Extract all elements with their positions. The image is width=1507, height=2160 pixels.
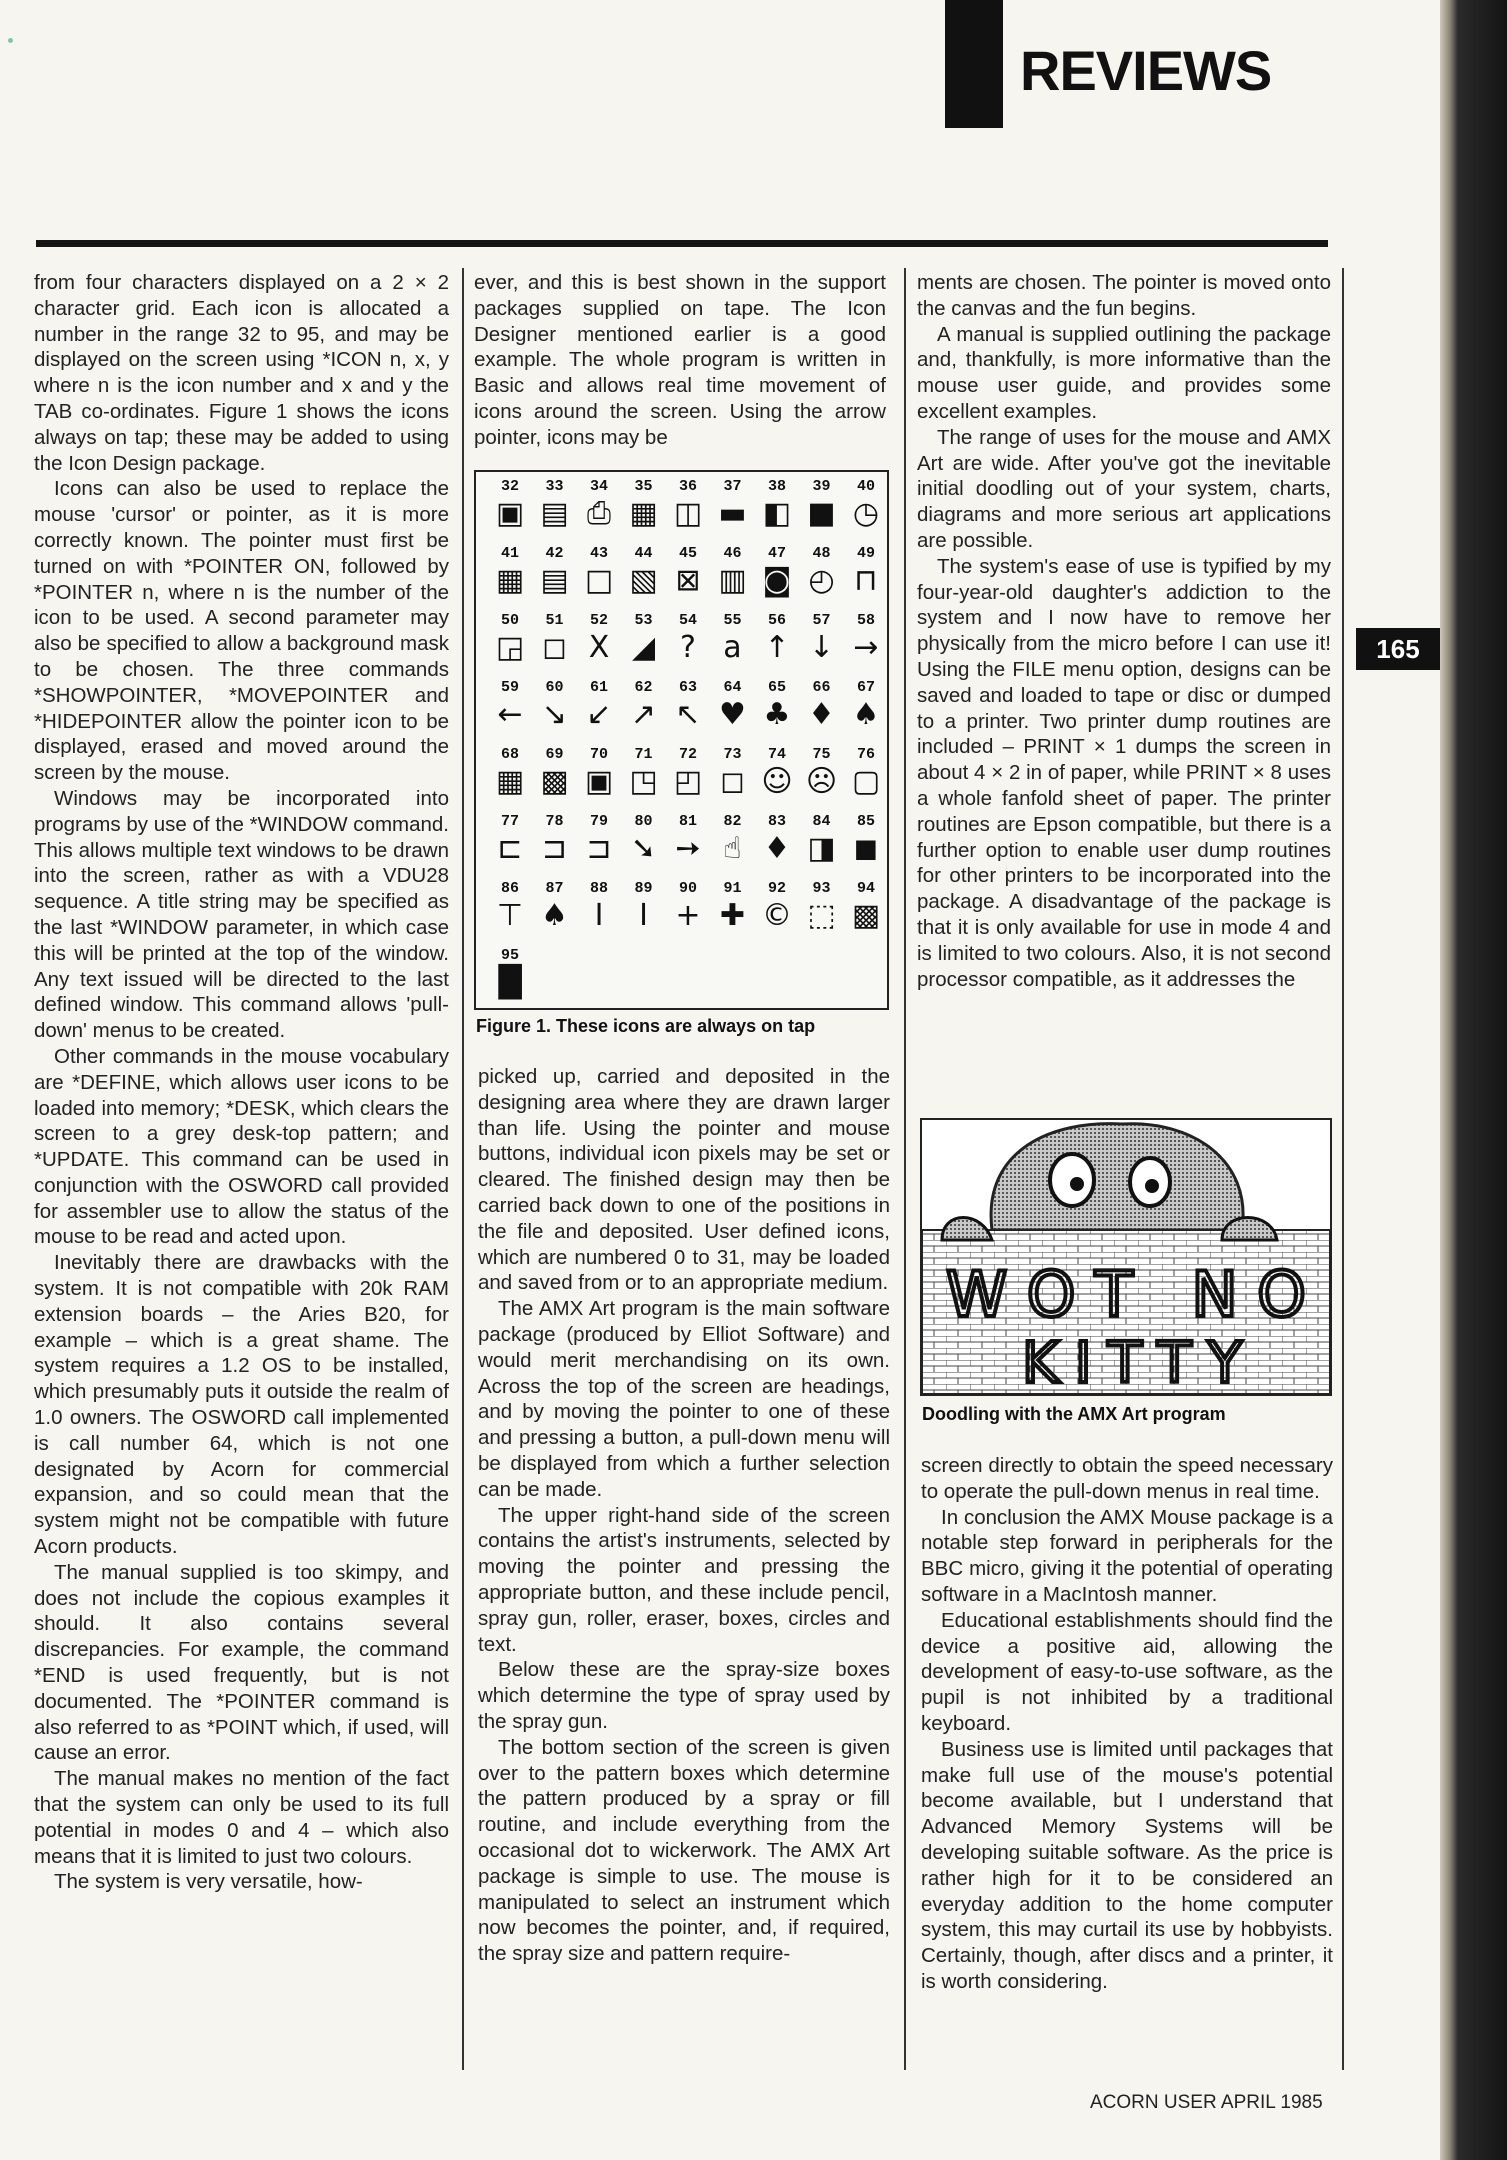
icon-cell-79 xyxy=(579,813,619,875)
icon-glyph: ◻ xyxy=(542,630,567,665)
icon-cell-65 xyxy=(757,679,797,741)
icon-cell-88 xyxy=(579,880,619,942)
figure-2-doodle xyxy=(920,1118,1332,1396)
icon-cell-46 xyxy=(713,545,753,607)
icon-cell-83 xyxy=(757,813,797,875)
paragraph: ever, and this is best shown in the support packages supplied on tape. The Icon Designer mentioned earlier is a good example. The whole program is written in Basic and allows real time movement of icons around the screen. Using the arrow pointer, icons may be xyxy=(474,271,886,449)
icon-cell-68 xyxy=(490,746,530,808)
icon-number: 90 xyxy=(678,880,697,897)
icon-number: 56 xyxy=(767,612,786,629)
icon-glyph: ◫ xyxy=(673,496,703,531)
icon-cell-42 xyxy=(535,545,575,607)
paragraph: The manual makes no mention of the fact that the system can only be used to its full potential in modes 0 and 4 – which also means that it is limited to just two colours. xyxy=(34,1767,449,1868)
icon-number: 91 xyxy=(723,880,742,897)
icon-number: 34 xyxy=(589,478,608,495)
icon-glyph: ⊐ xyxy=(541,831,568,866)
icon-cell-75 xyxy=(802,746,842,808)
icon-cell-32 xyxy=(490,478,530,540)
icon-cell-41 xyxy=(490,545,530,607)
icon-number: 82 xyxy=(723,813,742,830)
icon-glyph: ◨ xyxy=(807,831,836,866)
icon-number: 66 xyxy=(812,679,831,696)
icon-number: 93 xyxy=(812,880,831,897)
paragraph: Other commands in the mouse vocabulary are *DEFINE, which allows user icons to be loaded into memory; *DESK, which clears the screen to a grey desk-top pattern; and *UPDATE. This command can be used in conjunction with the OSWORD call provided for assembler use to allow the status of the mouse to be read and acted upon. xyxy=(34,1044,449,1249)
footer-issue-label: ACORN USER APRIL 1985 xyxy=(1090,2092,1323,2113)
icon-number: 36 xyxy=(678,478,697,495)
icon-cell-94 xyxy=(846,880,886,942)
icon-glyph: ■ xyxy=(807,496,836,531)
icon-glyph: ◙ xyxy=(762,563,792,598)
icon-number: 69 xyxy=(545,746,564,763)
paragraph: The system is very versatile, how- xyxy=(54,1870,363,1894)
paragraph: The bottom section of the screen is given over to the pattern boxes which determine the pattern produced by a spray or fill routine, and include everything from the occasional dot to wickerwork. The AMX Art package is simple to use. The mouse is manipulated to select an instrument which now becomes the pointer, and, if required, the spray size and pattern require- xyxy=(478,1735,890,1966)
icon-cell-43 xyxy=(579,545,619,607)
icon-glyph: ↖ xyxy=(675,697,701,732)
icon-cell-77 xyxy=(490,813,530,875)
icon-glyph: ♥ xyxy=(719,697,746,732)
icon-glyph: ▩ xyxy=(540,764,569,799)
figure-1-caption: Figure 1. These icons are always on tap xyxy=(476,1016,816,1036)
icon-number: 45 xyxy=(678,545,697,562)
icon-number: 72 xyxy=(678,746,697,763)
icon-cell-59 xyxy=(490,679,530,741)
icon-cell-58 xyxy=(846,612,886,674)
icon-glyph: ← xyxy=(497,697,523,732)
icon-number: 94 xyxy=(856,880,875,897)
icon-number: 39 xyxy=(812,478,831,495)
icon-number: 73 xyxy=(723,746,742,763)
icon-number: 49 xyxy=(856,545,875,562)
section-title: REVIEWS xyxy=(1020,39,1272,102)
icon-glyph: ☝ xyxy=(723,831,742,866)
paragraph: picked up, carried and deposited in the designing area where they are drawn larger than life. Using the pointer and mouse buttons, individual icon pixels may be set or cleared. The finished design may then be carried back down to one of the positions in the file and deposited. User defined icons, which are numbered 0 to 31, may be loaded and saved from or to an appropriate medium. xyxy=(478,1065,890,1295)
icon-cell-38 xyxy=(757,478,797,540)
icon-number: 52 xyxy=(589,612,608,629)
icon-cell-85 xyxy=(846,813,886,875)
icon-cell-86 xyxy=(490,880,530,942)
column-divider xyxy=(904,268,906,2070)
icon-cell-84 xyxy=(802,813,842,875)
icon-cell-55 xyxy=(713,612,753,674)
icon-cell-49 xyxy=(846,545,886,607)
icon-number: 61 xyxy=(589,679,608,696)
icon-glyph: ⬚ xyxy=(807,898,836,933)
icon-cell-90 xyxy=(668,880,708,942)
icon-number: 70 xyxy=(589,746,608,763)
icon-cell-61 xyxy=(579,679,619,741)
decorative-dot xyxy=(8,38,13,43)
icon-glyph: ⊤ xyxy=(496,898,524,933)
icon-cell-47 xyxy=(757,545,797,607)
icon-number: 95 xyxy=(500,947,519,964)
icon-glyph: ? xyxy=(680,630,696,665)
icon-number: 46 xyxy=(723,545,742,562)
icon-glyph: ◷ xyxy=(852,496,880,531)
icon-cell-82 xyxy=(713,813,753,875)
icon-number: 51 xyxy=(545,612,564,629)
icon-cell-52 xyxy=(579,612,619,674)
icon-cell-67 xyxy=(846,679,886,741)
icon-glyph: ◢ xyxy=(631,630,656,665)
icon-glyph: X xyxy=(588,630,610,665)
icon-glyph: ↑ xyxy=(764,630,790,665)
icon-glyph: ➘ xyxy=(630,831,657,866)
icon-number: 58 xyxy=(856,612,875,629)
icon-cell-66 xyxy=(802,679,842,741)
icon-glyph: □ xyxy=(584,563,614,598)
icon-glyph: ◳ xyxy=(629,764,658,799)
icon-cell-44 xyxy=(624,545,664,607)
icon-glyph: ♦ xyxy=(808,697,835,732)
icon-glyph: ▤ xyxy=(540,563,569,598)
icon-cell-71 xyxy=(624,746,664,808)
icon-glyph: ▣ xyxy=(495,496,525,531)
icon-cell-53 xyxy=(624,612,664,674)
icon-glyph: a xyxy=(723,630,742,665)
page-number-badge: 165 xyxy=(1356,628,1440,670)
icon-cell-34 xyxy=(579,478,619,540)
icon-glyph: → xyxy=(853,630,879,665)
icon-glyph: ♦ xyxy=(763,831,791,866)
icon-number: 42 xyxy=(545,545,564,562)
icon-glyph: ↗ xyxy=(630,697,657,732)
icon-glyph: ♠ xyxy=(541,898,568,933)
article-column-3-top xyxy=(917,270,1331,992)
icon-glyph: ⊠ xyxy=(675,563,701,598)
paragraph: The range of uses for the mouse and AMX Art are wide. After you've got the inevitable initial doodling out of your system, charts, diagrams and more serious art applications are possible. xyxy=(917,425,1331,552)
icon-number: 33 xyxy=(545,478,564,495)
paragraph: ments are chosen. The pointer is moved onto the canvas and the fun begins. xyxy=(917,271,1331,320)
icon-cell-36 xyxy=(668,478,708,540)
paragraph: Below these are the spray-size boxes which determine the type of spray used by the spray gun. xyxy=(478,1658,890,1733)
icon-glyph: ♣ xyxy=(763,697,791,732)
article-column-2-bottom xyxy=(478,1064,890,1967)
icon-glyph: ◰ xyxy=(673,764,703,799)
icon-number: 63 xyxy=(678,679,697,696)
icon-number: 44 xyxy=(634,545,653,562)
icon-glyph: I xyxy=(594,898,604,933)
icon-glyph: ♠ xyxy=(852,697,880,732)
icon-number: 37 xyxy=(723,478,742,495)
wot-no-kitty-drawing xyxy=(922,1120,1330,1394)
icon-cell-69 xyxy=(535,746,575,808)
icon-number: 65 xyxy=(767,679,786,696)
icon-glyph: ☺ xyxy=(761,764,793,799)
article-column-2-top xyxy=(474,270,886,451)
paragraph: The upper right-hand side of the screen contains the artist's instruments, selected by moving the pointer and pressing the appropriate button, and these include pencil, spray gun, roller, eraser, boxes, circles and text. xyxy=(478,1503,890,1656)
icon-number: 87 xyxy=(545,880,564,897)
icon-glyph: ⊓ xyxy=(854,563,878,598)
icon-number: 59 xyxy=(500,679,519,696)
icon-glyph: ▥ xyxy=(718,563,747,598)
icon-number: 54 xyxy=(678,612,697,629)
icon-cell-80 xyxy=(624,813,664,875)
icon-glyph: ✚ xyxy=(719,898,746,933)
icon-cell-56 xyxy=(757,612,797,674)
icon-number: 92 xyxy=(767,880,786,897)
icon-glyph: ◼ xyxy=(853,831,879,866)
icon-cell-50 xyxy=(490,612,530,674)
column-divider xyxy=(462,268,464,2070)
icon-number: 62 xyxy=(634,679,653,696)
icon-number: 79 xyxy=(589,813,608,830)
icon-number: 71 xyxy=(634,746,653,763)
column-divider xyxy=(1342,268,1344,2070)
icon-number: 40 xyxy=(856,478,875,495)
icon-cell-40 xyxy=(846,478,886,540)
icon-glyph: ▢ xyxy=(851,764,881,799)
icon-number: 85 xyxy=(856,813,875,830)
header-rule xyxy=(36,240,1328,247)
icon-glyph: ▧ xyxy=(629,563,658,598)
article-column-1 xyxy=(34,270,449,1895)
icon-number: 84 xyxy=(812,813,831,830)
icon-cell-95 xyxy=(490,947,530,1009)
icon-cell-54 xyxy=(668,612,708,674)
icon-cell-78 xyxy=(535,813,575,875)
icon-glyph: ➙ xyxy=(675,831,701,866)
article-column-3-bottom xyxy=(921,1453,1333,1995)
icon-glyph: ▬ xyxy=(718,496,747,531)
icon-number: 75 xyxy=(812,746,831,763)
icon-cell-74 xyxy=(757,746,797,808)
icon-number: 57 xyxy=(812,612,831,629)
icon-cell-89 xyxy=(624,880,664,942)
paragraph: Windows may be incorporated into programs by use of the *WINDOW command. This allows multiple text windows to be drawn into the screen, rather as with a VDU28 sequence. A title string may be specified as the last *WINDOW parameter, in which case this will be printed at the top of the window. Any text issued will be directed to the last defined window. This command allows 'pull-down' menus to be created. xyxy=(34,786,449,1043)
icon-cell-92 xyxy=(757,880,797,942)
icon-number: 43 xyxy=(589,545,608,562)
icon-cell-35 xyxy=(624,478,664,540)
icon-cell-39 xyxy=(802,478,842,540)
icon-glyph: ▣ xyxy=(584,764,614,799)
icon-glyph: ▦ xyxy=(495,764,525,799)
icon-cell-57 xyxy=(802,612,842,674)
icon-cell-60 xyxy=(535,679,575,741)
icon-cell-37 xyxy=(713,478,753,540)
binding-spine xyxy=(1440,0,1507,2160)
icon-number: 48 xyxy=(812,545,831,562)
icon-number: 47 xyxy=(767,545,786,562)
icon-cell-73 xyxy=(713,746,753,808)
icon-number: 53 xyxy=(634,612,653,629)
icon-cell-93 xyxy=(802,880,842,942)
figure-1-icon-grid xyxy=(474,470,889,1010)
icon-number: 78 xyxy=(545,813,564,830)
icon-glyph: ◲ xyxy=(495,630,525,665)
icon-glyph: ▦ xyxy=(495,563,525,598)
paragraph: The AMX Art program is the main software package (produced by Elliot Software) and would merit merchandising on its own. Across the top of the screen are headings, and by moving the pointer to one of these and pressing a button, a pull-down menu will be displayed from which a further selection can be made. xyxy=(478,1297,890,1501)
icon-number: 67 xyxy=(856,679,875,696)
icon-glyph: ⊏ xyxy=(497,831,523,866)
icon-number: 81 xyxy=(678,813,697,830)
icon-glyph: ◴ xyxy=(808,563,835,598)
paragraph: Icons can also be used to replace the mouse 'cursor' or pointer, as it is more correctly known. The pointer must first be turned on with *POINTER ON, followed by *POINTER n, where n is the number of the icon to be used. A second parameter may also be specified to allow a background mask to be chosen. The three commands *SHOWPOINTER, *MOVEPOINTER and *HIDEPOINTER allow the pointer icon to be displayed, erased and moved around the screen by the mouse. xyxy=(34,477,449,785)
paragraph: Inevitably there are drawbacks with the system. It is not compatible with 20k RAM extension boards – the Aries B20, for example – which is a great shame. The system requires a 1.2 OS to be installed, which presumably puts it outside the realm of 1.0 owners. The OSWORD call implemented is call number 64, which is not one designated by Acorn for commercial expansion, and so could mean that the system might not be compatible with future Acorn products. xyxy=(34,1251,449,1559)
icon-number: 86 xyxy=(500,880,519,897)
icon-cell-72 xyxy=(668,746,708,808)
icon-number: 32 xyxy=(500,478,519,495)
icon-glyph: ▦ xyxy=(629,496,658,531)
icon-glyph: + xyxy=(675,898,701,933)
icon-cell-48 xyxy=(802,545,842,607)
icon-number: 68 xyxy=(500,746,519,763)
paragraph: Educational establishments should find the device a positive aid, allowing the development of easy-to-use software, as the pupil is not inhibited by a traditional keyboard. xyxy=(921,1608,1333,1735)
drawing-text-line-1: WOT NO xyxy=(946,1258,1306,1331)
icon-number: 60 xyxy=(545,679,564,696)
icon-glyph: ◧ xyxy=(762,496,792,531)
header-block xyxy=(945,0,1003,128)
icon-glyph: ▩ xyxy=(851,898,881,933)
icon-glyph: © xyxy=(762,898,792,933)
icon-number: 35 xyxy=(634,478,653,495)
paragraph: screen directly to obtain the speed necessary to operate the pull-down menus in real time. xyxy=(921,1454,1333,1503)
drawing-text-line-2: KITTY xyxy=(1022,1331,1242,1394)
icon-number: 74 xyxy=(767,746,786,763)
icon-number: 80 xyxy=(634,813,653,830)
icon-glyph: █ xyxy=(498,965,522,1000)
icon-glyph: ↓ xyxy=(808,630,835,665)
icon-glyph: I xyxy=(639,898,648,933)
icon-cell-45 xyxy=(668,545,708,607)
icon-glyph: ↙ xyxy=(586,697,612,732)
paragraph: Business use is limited until packages that make full use of the mouse's potential become available, but I understand that Advanced Memory Systems will be developing suitable software. As the price is rather high for it to be considered an everyday addition to the home computer system, this may curtail its use by hobbyists. Certainly, though, after discs and a printer, it is worth considering. xyxy=(921,1737,1333,1993)
icon-glyph: ◻ xyxy=(720,764,745,799)
figure-2-caption: Doodling with the AMX Art program xyxy=(922,1404,1226,1424)
icon-number: 88 xyxy=(589,880,608,897)
icon-number: 83 xyxy=(767,813,786,830)
icon-cell-76 xyxy=(846,746,886,808)
icon-number: 38 xyxy=(767,478,786,495)
icon-cell-70 xyxy=(579,746,619,808)
icon-cell-64 xyxy=(713,679,753,741)
icon-glyph: ☹ xyxy=(805,764,838,799)
icon-number: 55 xyxy=(723,612,742,629)
icon-cell-51 xyxy=(535,612,575,674)
icon-cell-62 xyxy=(624,679,664,741)
icon-cell-63 xyxy=(668,679,708,741)
icon-glyph: ⊐ xyxy=(586,831,612,866)
icon-cell-33 xyxy=(535,478,575,540)
icon-cell-91 xyxy=(713,880,753,942)
icon-number: 77 xyxy=(500,813,519,830)
icon-glyph: ⎙ xyxy=(587,496,611,531)
icon-number: 50 xyxy=(500,612,519,629)
icon-number: 76 xyxy=(856,746,875,763)
icon-glyph: ↘ xyxy=(541,697,568,732)
paragraph: A manual is supplied outlining the package and, thankfully, is more informative than the mouse user guide, and provides some excellent examples. xyxy=(917,322,1331,423)
icon-glyph: ▤ xyxy=(540,496,569,531)
icon-cell-81 xyxy=(668,813,708,875)
icon-number: 41 xyxy=(500,545,519,562)
icon-number: 64 xyxy=(723,679,742,696)
icon-cell-87 xyxy=(535,880,575,942)
paragraph: The system's ease of use is typified by my four-year-old daughter's addiction to the system and I now have to remove her physically from the micro before I can use it! Using the FILE menu option, designs can be saved and loaded to tape or disc or dumped to a printer. Two printer dump routines are included – PRINT × 1 dumps the screen in about 4 × 2 in of paper, while PRINT × 8 uses a whole fanfold sheet of paper. The printer routines are Epson compatible, but there is a further option to enable user dump routines for other printers to be incorporated into the package. A disadvantage of the package is that it is only available for use in mode 4 and is limited to two colours. Also, it is not second processor compatible, as it addresses the xyxy=(917,554,1331,991)
icon-number: 89 xyxy=(634,880,653,897)
paragraph: The manual supplied is too skimpy, and does not include the copious examples it should. It also contains several discrepancies. For example, the command *END is used frequently, but is not documented. The *POINTER command is also referred to as *POINT which, if used, will cause an error. xyxy=(34,1560,449,1765)
paragraph: In conclusion the AMX Mouse package is a notable step forward in peripherals for the BBC micro, giving it the potential of operating software in a MacIntosh manner. xyxy=(921,1505,1333,1606)
paragraph: from four characters displayed on a 2 × 2 character grid. Each icon is allocated a number in the range 32 to 95, and may be displayed on the screen using *ICON n, x, y where n is the icon number and x and y the TAB co-ordinates. Figure 1 shows the icons always on tap; these may be added to using the Icon Design package. xyxy=(34,271,449,475)
